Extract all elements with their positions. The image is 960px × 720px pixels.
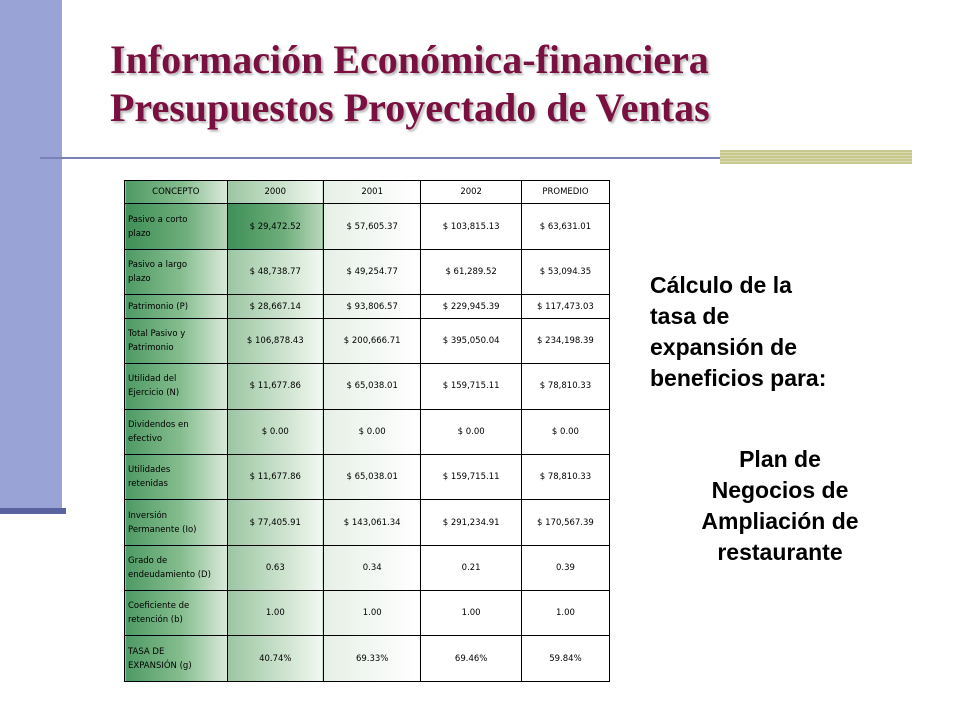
value-cell: $ 234,198.39 xyxy=(521,318,609,363)
concept-label-line: Patrimonio xyxy=(128,342,174,353)
value-cell: $ 78,810.33 xyxy=(521,454,609,499)
side-heading-line: tasa de xyxy=(650,303,730,329)
table-row xyxy=(125,454,610,499)
table-row xyxy=(125,591,610,636)
concept-label-line: Total Pasivo y xyxy=(128,328,186,339)
value-cell: $ 61,289.52 xyxy=(421,249,522,294)
concept-label-line: retención (b) xyxy=(128,615,183,626)
value-cell: $ 77,405.91 xyxy=(227,500,323,545)
value-cell: 0.34 xyxy=(323,545,420,590)
concept-cell xyxy=(125,454,228,499)
value-cell: $ 159,715.11 xyxy=(421,364,522,409)
concept-label-line: plazo xyxy=(128,228,151,239)
value-cell: $ 229,945.39 xyxy=(421,295,522,318)
value-cell: $ 0.00 xyxy=(421,409,522,454)
value-cell: $ 93,806.57 xyxy=(323,295,420,318)
side-heading-line: beneficios para: xyxy=(650,365,827,391)
concept-label-line: TASA DE xyxy=(128,646,165,657)
value-cell: $ 159,715.11 xyxy=(421,454,522,499)
table-header-row xyxy=(125,181,610,204)
table-header-cell: CONCEPTO xyxy=(125,181,228,204)
concept-cell xyxy=(125,500,228,545)
side-subheading-line: Negocios de xyxy=(711,477,849,503)
value-cell: 1.00 xyxy=(521,591,609,636)
value-cell: $ 170,567.39 xyxy=(521,500,609,545)
concept-cell xyxy=(125,591,228,636)
side-heading-line: Cálculo de la xyxy=(650,272,792,298)
table-row xyxy=(125,204,610,249)
concept-label-line: plazo xyxy=(128,274,151,285)
slide-title xyxy=(110,36,930,132)
value-cell: 0.63 xyxy=(227,545,323,590)
value-cell: $ 0.00 xyxy=(521,409,609,454)
side-subheading-line: Ampliación de xyxy=(701,508,859,534)
value-cell: $ 200,666.71 xyxy=(323,318,420,363)
value-cell: 69.46% xyxy=(421,636,522,682)
concept-label-line: retenidas xyxy=(128,479,168,490)
concept-label-line: Ejercicio (N) xyxy=(128,388,180,399)
table-header-cell: PROMEDIO xyxy=(521,181,609,204)
concept-cell xyxy=(125,204,228,249)
value-cell: $ 53,094.35 xyxy=(521,249,609,294)
financial-table xyxy=(124,180,610,682)
value-cell: 59.84% xyxy=(521,636,609,682)
left-accent-bar-shadow xyxy=(0,508,66,514)
value-cell: $ 103,815.13 xyxy=(421,204,522,249)
concept-cell xyxy=(125,318,228,363)
concept-label-line: Dividendos en xyxy=(128,419,189,430)
concept-cell xyxy=(125,636,228,682)
table-row xyxy=(125,249,610,294)
table-row xyxy=(125,364,610,409)
concept-cell xyxy=(125,295,228,318)
value-cell: 69.33% xyxy=(323,636,420,682)
value-cell: $ 117,473.03 xyxy=(521,295,609,318)
concept-label-line: Inversión xyxy=(128,510,168,521)
slide-title-line-1: Información Económica-financiera xyxy=(110,37,709,82)
table-row xyxy=(125,545,610,590)
table-row xyxy=(125,500,610,545)
concept-label-line: efectivo xyxy=(128,433,163,444)
value-cell: 0.39 xyxy=(521,545,609,590)
value-cell: $ 0.00 xyxy=(227,409,323,454)
value-cell: 1.00 xyxy=(227,591,323,636)
value-cell: $ 0.00 xyxy=(323,409,420,454)
table-row xyxy=(125,295,610,318)
concept-cell xyxy=(125,364,228,409)
table-header-cell: 2002 xyxy=(421,181,522,204)
side-subheading-line: Plan de xyxy=(739,446,821,472)
value-cell: $ 57,605.37 xyxy=(323,204,420,249)
title-accent-block xyxy=(720,150,912,164)
side-subheading-line: restaurante xyxy=(717,539,843,565)
value-cell: 1.00 xyxy=(323,591,420,636)
side-heading xyxy=(650,270,910,394)
concept-label-line: EXPANSIÓN (g) xyxy=(128,660,192,671)
value-cell: $ 63,631.01 xyxy=(521,204,609,249)
value-cell: $ 65,038.01 xyxy=(323,364,420,409)
table-row xyxy=(125,636,610,682)
value-cell: 1.00 xyxy=(421,591,522,636)
value-cell: 0.21 xyxy=(421,545,522,590)
concept-label-line: Utilidad del xyxy=(128,374,177,385)
concept-label-line: Pasivo a corto xyxy=(128,214,188,225)
value-cell: $ 395,050.04 xyxy=(421,318,522,363)
left-accent-bar xyxy=(0,0,62,512)
value-cell: $ 65,038.01 xyxy=(323,454,420,499)
side-heading-line: expansión de xyxy=(650,334,797,360)
concept-label-line: Permanente (Io) xyxy=(128,524,197,535)
side-subheading xyxy=(650,444,910,568)
concept-label-line: endeudamiento (D) xyxy=(128,569,211,580)
table-row xyxy=(125,318,610,363)
value-cell: $ 106,878.43 xyxy=(227,318,323,363)
value-cell: $ 48,738.77 xyxy=(227,249,323,294)
slide-title-line-2: Presupuestos Proyectado de Ventas xyxy=(110,85,710,130)
value-cell: $ 11,677.86 xyxy=(227,454,323,499)
value-cell: $ 143,061.34 xyxy=(323,500,420,545)
table-row xyxy=(125,409,610,454)
concept-cell xyxy=(125,545,228,590)
concept-label-line: Pasivo a largo xyxy=(128,260,188,271)
table-header-cell: 2000 xyxy=(227,181,323,204)
table-header-cell: 2001 xyxy=(323,181,420,204)
concept-label-line: Coeficiente de xyxy=(128,601,190,612)
value-cell: 40.74% xyxy=(227,636,323,682)
value-cell: $ 28,667.14 xyxy=(227,295,323,318)
value-cell: $ 78,810.33 xyxy=(521,364,609,409)
value-cell: $ 291,234.91 xyxy=(421,500,522,545)
concept-label-line: Utilidades xyxy=(128,465,171,476)
value-cell: $ 11,677.86 xyxy=(227,364,323,409)
concept-label-line: Patrimonio (P) xyxy=(128,301,189,312)
concept-cell xyxy=(125,249,228,294)
concept-label-line: Grado de xyxy=(128,555,168,566)
concept-cell xyxy=(125,409,228,454)
value-cell: $ 49,254.77 xyxy=(323,249,420,294)
value-cell: $ 29,472.52 xyxy=(227,204,323,249)
